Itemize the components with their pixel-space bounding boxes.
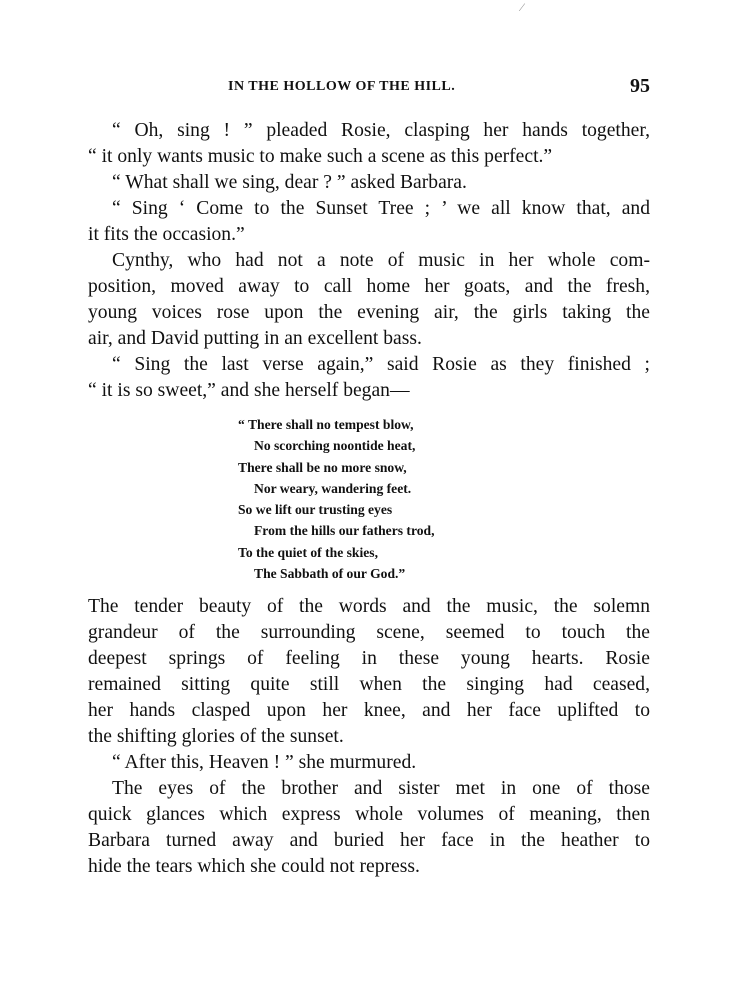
poem-line: Nor weary, wandering feet. xyxy=(254,480,412,496)
text-line: the shifting glories of the sunset. xyxy=(88,726,344,748)
text-line: “ it only wants music to make such a scene as this perfect.” xyxy=(88,146,553,167)
running-title: IN THE HOLLOW OF THE HILL. xyxy=(228,79,456,94)
text-line: “ Oh, sing ! ” pleaded Rosie, clasping her hands together, xyxy=(112,120,650,141)
page-body xyxy=(88,118,650,880)
paragraph xyxy=(88,594,650,750)
text-line: remained sitting quite still when the singing had ceased, xyxy=(88,674,650,696)
poem-line: There shall be no more snow, xyxy=(238,459,407,475)
text-line: position, moved away to call home her goats, and the fresh, xyxy=(88,276,650,297)
paragraph xyxy=(88,196,650,248)
paragraph xyxy=(88,248,650,352)
stray-mark: ⁄ xyxy=(521,0,524,14)
paragraph xyxy=(88,118,650,170)
text-line: “ What shall we sing, dear ? ” asked Barbara. xyxy=(112,172,467,193)
page-number: 95 xyxy=(630,75,650,97)
text-line: “ After this, Heaven ! ” she murmured. xyxy=(112,752,417,774)
paragraph xyxy=(88,776,650,880)
paragraph xyxy=(88,352,650,404)
text-line: deepest springs of feeling in these young hearts. Rosie xyxy=(88,648,650,670)
text-line: “ it is so sweet,” and she herself began— xyxy=(88,380,410,401)
poem-line: To the quiet of the skies, xyxy=(238,544,378,560)
poem-line: From the hills our fathers trod, xyxy=(254,523,435,539)
poem-line: The Sabbath of our God.” xyxy=(254,566,406,582)
text-line: Barbara turned away and buried her face in the heather to xyxy=(88,830,650,852)
text-line: it fits the occasion.” xyxy=(88,224,245,245)
body-before-poem xyxy=(88,118,650,404)
text-line: hide the tears which she could not repress. xyxy=(88,856,420,878)
text-line: Cynthy, who had not a note of music in her whole com- xyxy=(112,250,650,271)
text-line: “ Sing the last verse again,” said Rosie as they finished ; xyxy=(112,354,650,375)
text-line: The tender beauty of the words and the music, the solemn xyxy=(88,596,650,618)
text-line: young voices rose upon the evening air, the girls taking the xyxy=(88,302,650,323)
body-after-poem xyxy=(88,594,650,880)
paragraph xyxy=(88,170,650,196)
poem-line: So we lift our trusting eyes xyxy=(238,502,393,518)
text-line: air, and David putting in an excellent bass. xyxy=(88,328,422,349)
text-line: “ Sing ‘ Come to the Sunset Tree ; ’ we all know that, and xyxy=(112,198,650,219)
text-line: quick glances which express whole volumes of meaning, then xyxy=(88,804,650,826)
text-line: The eyes of the brother and sister met in one of those xyxy=(112,778,650,800)
text-line: her hands clasped upon her knee, and her face uplifted to xyxy=(88,700,650,722)
poem xyxy=(88,414,650,584)
text-line: grandeur of the surrounding scene, seemed to touch the xyxy=(88,622,650,644)
page-header xyxy=(88,75,650,101)
paragraph xyxy=(88,750,650,776)
poem-line: “ There shall no tempest blow, xyxy=(238,417,414,432)
poem-line: No scorching noontide heat, xyxy=(254,438,416,454)
